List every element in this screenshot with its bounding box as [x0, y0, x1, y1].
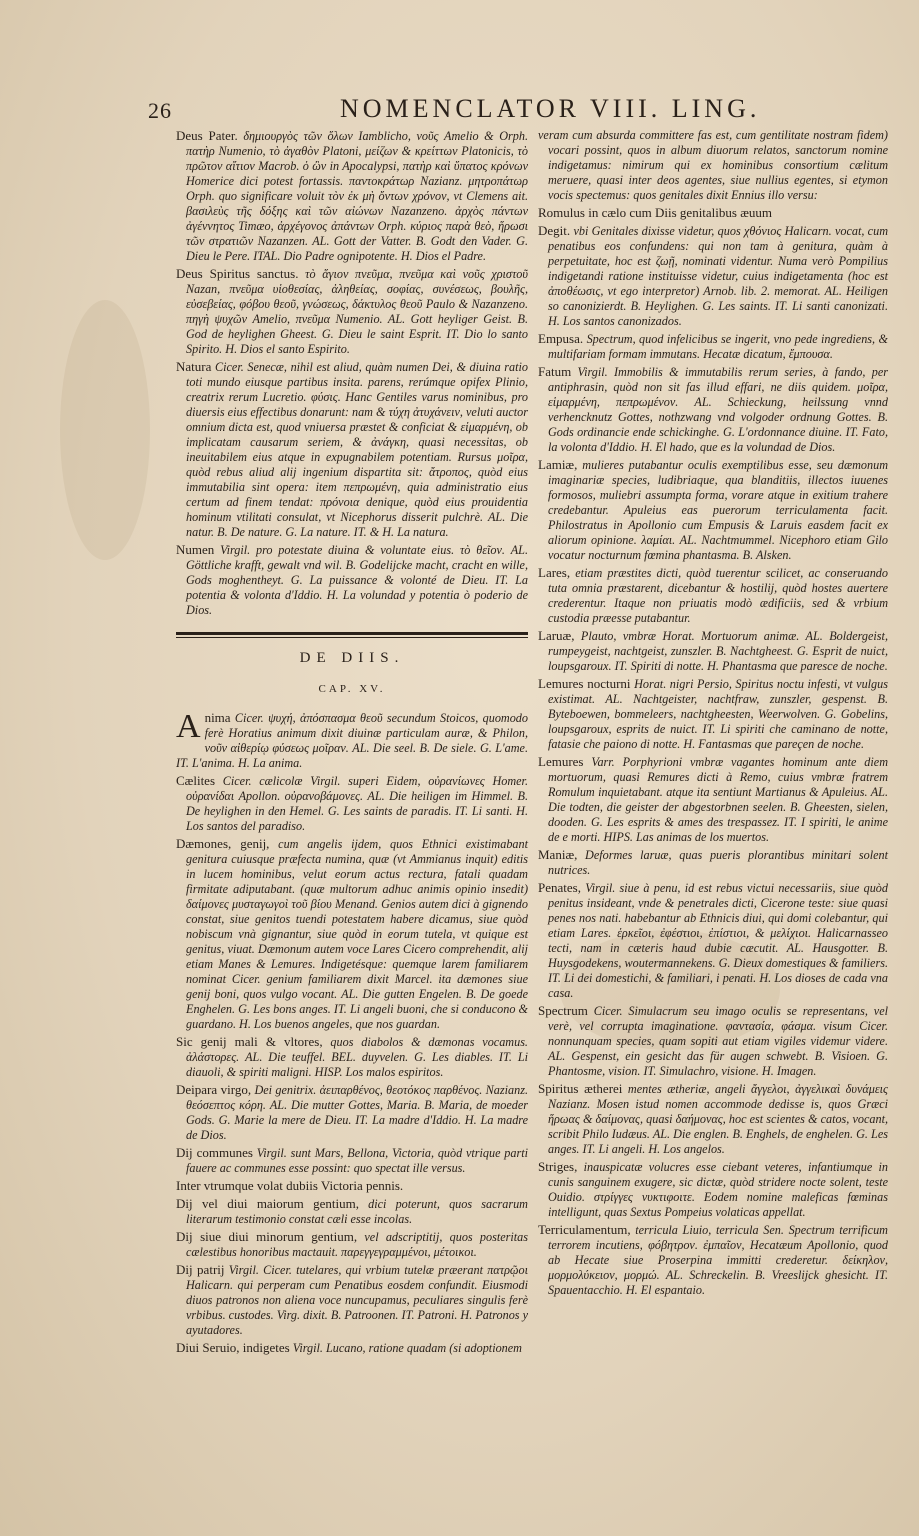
left-column-top	[176, 128, 528, 620]
entry-headword: Natura	[176, 359, 212, 374]
dictionary-entry	[176, 836, 528, 1032]
entry-headword: Spiritus ætherei	[538, 1081, 623, 1096]
dictionary-entry	[176, 128, 528, 264]
entry-text: Virgil. Lucano, ratione quadam (si adoptionem	[289, 1341, 522, 1355]
entry-text: Spectrum, quod infelicibus se ingerit, vno pede ingrediens, & multifariam formam immutans. Hecatæ dicatum, ἔμπουσα.	[548, 332, 888, 361]
entry-text: cum angelis ijdem, quos Ethnici existimabant genitura cuiusque præfecta numina, quæ (vt Ammianus inquit) editis in lucem hominibus, velut eorum actus rectura, fatali quadam firmitate adiputabant. (quæ multorum adhuc animis opinio insedit) δαίμονες μυσταγωγοὶ τοῦ βίου Menand. Genios autem dici à gignendo constat, siue genitos tuendi potestatem habere dicamus, siue quòd nobiscum vnà gignantur, siue quòd in eorum tutela, vt quique est genitus, viuat. Dæmonum autem voce Lares Cicero comprehendit, alij etiam Manes & Lemures. Indigetésque: quemque larem familiarem nominat Cicer. genium familiarem dixit Marcel. ita dæmones siue genij boni, quos vulgo vocant. AL. Die gutten Engelen. B. De goede Enghelen. G. Les bons anges. IT. Li angeli buoni, che si conducono & guardano. H. Los buenos angeles, que nos guardan.	[186, 837, 528, 1031]
dictionary-entry	[176, 542, 528, 618]
dictionary-entry	[176, 1178, 528, 1194]
entry-text: inauspicatæ volucres esse ciebant veteres, infantiumque in cunis sanguinem exugere, sic dictæ, quòd stridere nocte solent, teste Ouidio. στρίγγες νυκτιφοιτε. Eodem nomine maleficas fœminas intelligunt, quas Sextus Pompeius volaticas appellat.	[548, 1160, 888, 1219]
entry-text: veram cum absurda committere fas est, cum gentilitate nostram fidem) vocari possint, quos in album diuorum relatos, sanctorum nomine indigetamus: nimirum qui ex hominibus consortium cælitum meruere, quasi inter deos agentes, siue nullius egentes, si etymon vocis spectemus: quos genitales dixit Ennius illo versu:	[538, 128, 888, 202]
dictionary-entry	[538, 331, 888, 362]
entry-headword: Dæmones, genij,	[176, 836, 270, 851]
dictionary-entry	[176, 1229, 528, 1260]
entry-text: Varr. Porphyrioni vmbræ vagantes hominum ante diem mortuorum, quasi Remures dicti à Remo, cuius vmbræ fratrem Romulum inquietabant. atque ita sentiunt Martianus & Apuleius. AL. Die todten, die geister der abgestorbnen seelen. B. Gheesten, sielen, dooden. G. Les esprits & ames des trespassez. IT. I spiriti, le anime de e morti. HIPS. Las animas de los muertos.	[548, 755, 888, 844]
dictionary-entry	[176, 1145, 528, 1176]
dictionary-entry	[538, 223, 888, 329]
dictionary-entry	[176, 1196, 528, 1227]
chapter-heading: CAP. XV.	[318, 683, 386, 695]
dictionary-entry	[538, 754, 888, 845]
dictionary-entry	[176, 1082, 528, 1143]
entry-text: vbi Genitales dixisse videtur, quos χθόνιος Halicarn. vocat, cum penatibus eos confundens: qui non tam à genitura, quàm à perpetuitate, hoc est ζωῇ, nominati videntur. Numa verò Pompilius indigetandi ratione instituisse videtur, cuius indigetamenta (hoc est ἀποθέωσις, vt ego interpretor) Arnob. lib. 2. memorat. AL. Heiligen so canonizierdt. B. Heylighen. G. Les saints. IT. Li santi canonizati. H. Los santos canonizados.	[548, 224, 888, 328]
entry-text: Virgil. sunt Mars, Bellona, Victoria, quòd vtrique parti fauere ac communes esse possint: quo spectat ille versus.	[186, 1146, 528, 1175]
page-number: 26	[148, 98, 172, 123]
entry-headword: Deus Pater.	[176, 128, 238, 143]
left-column-bottom	[176, 710, 528, 1358]
entry-text: quos diabolos & dæmonas vocamus. ἀλάστορες. AL. Die teuffel. BEL. duyvelen. G. Les diables. IT. Li diauoli, & spiriti maligni. HISP. Los malos espiritos.	[186, 1035, 528, 1079]
dictionary-entry	[538, 1003, 888, 1079]
entry-text: dici poterunt, quos sacrarum literarum testimonio constat cæli esse incolas.	[186, 1197, 528, 1226]
entry-headword: Inter vtrumque volat dubiis Victoria pennis.	[176, 1178, 404, 1193]
entry-text: mulieres putabantur oculis exemptilibus esse, seu dæmonum imaginariæ species, ludibriaque, qua blanditiis, illectos iuuenes formosos, muliebri assumpta forma, vorare atque in exitium trahere credebantur. Apuleius eas puerorum terriculamenta facit. Philostratus in Apollonio cum Empusis & Laruis easdem facit ex aliorum opinione. λαμίαι. AL. Nachtmummel. Nicephoro etiam Gilo vocatur nocturnum fœmina phantasma. B. Alsken.	[548, 458, 888, 562]
entry-headword: Empusa.	[538, 331, 584, 346]
entry-text: Cicer. Senecæ, nihil est aliud, quàm numen Dei, & diuina ratio toti mundo eiusque partibus insita. parens, rerúmque opifex Plinio, creatrix rerum Lucretio. φύσις. Hanc Gentiles varus nominibus, pro diuersis eius effectibus donarunt: nam & τύχη ἀτυχάνειν, veluti auctor omnium dicta est, quod vniuersa præstet & conficiat & εἱμαρμένη, ob implicatam causarum seriem, & ἀνάγκη, quasi necessitas, ob ineuitabilem eius atque in expugnabilem potentiam. Rursus μοῖρα, quòd rebus aliud alij ingenium dispartita sit: ἄτροπος, quòd eius immutabilia sint opera: item πεπρωμένη, quia administratio eius certum ad finem tendat: πρόνοια denique, quòd eius prouidentia hominum vtilitati consulat, vt Nicephorus disserit pulchrè. AL. Die natur. B. De nature. G. La nature. IT. & H. La natura.	[186, 360, 528, 539]
drop-cap: A	[176, 708, 201, 745]
entry-text: Virgil. siue à penu, id est rebus victui necessariis, siue quòd penitus insideant, vnde & penetrales dicti, Cicerone teste: siue quasi penes nos nati. habebantur ab Ethnicis diui, qui domi colebantur, qui etiam Lares. ἑρκεῖοι, ἐφέστιοι, ἐπίστιοι, & μελίχιοι. Halicarnasseo tecti, nam in cæteris haud dubie cæcutit. AL. Hausgotter. B. Huysgodekens, woutermannekens. G. Dieux domestiques & familiers. IT. Li dei domestichi, & familiari, i penati. H. Los dioses de cada vna casa.	[548, 881, 888, 1000]
section-title: DE DIIS.	[299, 650, 405, 666]
dictionary-entry	[176, 773, 528, 834]
entry-headword: Laruæ,	[538, 628, 575, 643]
dictionary-entry	[538, 880, 888, 1001]
entry-text: Deformes laruæ, quas pueris plorantibus minitari solent nutrices.	[548, 848, 888, 877]
dictionary-entry	[538, 457, 888, 563]
dictionary-entry	[176, 266, 528, 357]
entry-headword: Diui Seruio, indigetes	[176, 1340, 290, 1355]
entry-headword: Romulus in cælo cum Diis genitalibus æuum	[538, 205, 772, 220]
entry-headword: Penates,	[538, 880, 581, 895]
entry-headword: Lares,	[538, 565, 571, 580]
dictionary-entry	[538, 676, 888, 752]
dictionary-entry	[538, 565, 888, 626]
entry-text: δημιουργὸς τῶν ὅλων Iamblicho, νοῦς Amelio & Orph. πατὴρ Numenio, τὸ ἀγαθὸν Platoni, μείζων & κρείττων Platonicis, τὸ πρῶτον αἴτιον Macrob. ὁ ὢν in Apocalypsi, πατὴρ καὶ ὕπατος κρόνων Homerice dici potest fortassis. παντοκράτωρ Nazianz. μητροπάτωρ Orph. quo significare voluit τὸν ἐκ μὴ ὄντων χρόνον, vt Clemens ait. βασιλεὺς τῆς δόξης καὶ τῶν αἰώνων Nazanzeno. ἀρχὸς πάντων ἀγέννητος Timæo, ἀρχέγονος ἀπάντων Orph. κύριος παρὰ θεὸ, ἥρωσι τῶν στρατιῶν Nazanzen. AL. Gott der Vatter. B. Godt den Vader. G. Dieu le Pere. ITAL. Dio Padre ognipotente. H. Dios el Padre.	[186, 129, 528, 263]
dictionary-entry	[176, 710, 528, 771]
entry-text: Virgil. Immobilis & immutabilis rerum series, à fando, per antiphrasin, quòd non sit fas illud effari, ne diis quidem. μοῖρα, εἱμαρμένη, πεπρωμένον. AL. Schieckung, heilssung vnnd verhencknutz Gottes, nothzwang vnd volgoder ordnung Gottes. B. Gods ordinancie ende schickinghe. G. L'ordonnance diuine. IT. Fato, la volonta d'Iddio. H. El hado, que es la volundad de Dios.	[548, 365, 888, 454]
entry-headword: Dij communes	[176, 1145, 253, 1160]
entry-headword: Spectrum	[538, 1003, 588, 1018]
entry-headword: Maniæ,	[538, 847, 578, 862]
entry-headword: Terriculamentum,	[538, 1222, 631, 1237]
dictionary-entry	[538, 1159, 888, 1220]
dictionary-entry	[538, 1081, 888, 1157]
entry-text: vel adscriptitij, quos posteritas cælestibus honoribus mactauit. παρεγγεγραμμένοι, μέτοικοι.	[186, 1230, 528, 1259]
dictionary-entry	[538, 364, 888, 455]
entry-headword: Dij siue diui minorum gentium,	[176, 1229, 358, 1244]
entry-text: Horat. nigri Persio, Spiritus noctu infesti, vt vulgus existimat. AL. Nachtgeister, nachtfraw, zunszler, gespenst. B. Byteboewen, bommeleers, nachtgheesten, Weerwolven. G. Gobelins, loupsgaroux, esprits de nuict. IT. Li spiriti che caminano de notte, fatasie che paiono di notte. H. Fantasmas que pareçen de noche.	[548, 677, 888, 751]
entry-text: Virgil. pro potestate diuina & voluntate eius. τὸ θεῖον. AL. Göttliche krafft, gewalt vnd wil. B. Godelijcke macht, cracht en wille, Gods moghentheyt. G. La puissance & volonté de Dieu. IT. La potentia & volonta d'Iddio. H. La volundad y potentia ò poderio de Dios.	[186, 543, 528, 617]
entry-text: mentes ætheriæ, angeli ἄγγελοι, ἀγγελικαὶ δυνάμεις Nazianz. Mosen istud nomen accommode dedisse is, quos Græci ἥρωας & δαίμονας, quasi δαήμονας, hoc est scientes & catos, vocant, scribit Philo Iudæus. AL. Die englen. B. Enghels, de enghelen. G. Les anges. IT. Li angeli. H. Los angelos.	[548, 1082, 888, 1156]
entry-headword: Degit.	[538, 223, 571, 238]
entry-headword: Dij patrij	[176, 1262, 225, 1277]
dictionary-entry	[176, 1262, 528, 1338]
dictionary-entry	[176, 1034, 528, 1080]
entry-headword: Numen	[176, 542, 215, 557]
entry-text: etiam præstites dicti, quòd tuerentur scilicet, ac conseruando tuta omnia præstarent, dicebantur & hostilij, quòd hostes auertere crederentur. Itaque non priuatis modò ædificiis, sed & vrbium custodia præesse putabantur.	[548, 566, 888, 625]
entry-text: Cicer. cælicolæ Virgil. superi Eidem, οὐρανίωνες Homer. οὐρανίδαι Apollon. οὐρανοβάμονες. AL. Die heiligen im Himmel. B. De heylighen in den Hemel. G. Les saints de paradis. IT. Li santi. H. Los santos del paradiso.	[186, 774, 528, 833]
dictionary-entry	[538, 847, 888, 878]
dictionary-entry	[176, 359, 528, 540]
entry-text: Cicer. Simulacrum seu imago oculis se representans, vel verè, vel corrupta imaginatione. φαντασία, φάσμα. visum Cicer. nonnunquam species, quam sopiti aut etiam vigiles videmur videre. AL. Gespenst, ein gesicht das für augen schwebt. B. Visioen. G. Phantosme, vision. IT. Simulachro, visione. H. Imagen.	[548, 1004, 888, 1078]
entry-headword: Fatum	[538, 364, 572, 379]
entry-headword: Striges,	[538, 1159, 578, 1174]
running-title: NOMENCLATOR VIII. LING.	[340, 94, 761, 123]
entry-headword: Sic genij mali & vltores,	[176, 1034, 323, 1049]
entry-text: terricula Liuio, terricula Sen. Spectrum terrificum terrorem incutiens, φόβητρον. ἐμπαῖον, Hecatæum Apollonio, quod ab Hecate siue Proserpina immitti crederetur. δείκηλον, μορμολύκειον, μορμώ. AL. Schreckelin. B. Vreeslijck ghesicht. IT. Spauentacchio. H. El espantaio.	[548, 1223, 888, 1297]
paper-stain	[60, 300, 150, 560]
entry-headword: Deipara virgo,	[176, 1082, 252, 1097]
right-column	[538, 128, 888, 1300]
entry-text: τὸ ἅγιον πνεῦμα, πνεῦμα καὶ νοῦς χριστοῦ Nazan, πνεῦμα υἱοθεσίας, ἀληθείας, σοφίας, συνέσεως, βουλῆς, εὐσεβείας, φόβου θεοῦ, γνώσεως, δάκτυλος θεοῦ Paulo & Nazanzeno. πηγὴ ψυχῶν Amelio, πνεῦμα Numenio. AL. Gott heyliger Geist. B. God de heylighen Gheest. G. Dieu le saint Esprit. IT. Dio lo santo Spirito. H. Dios el santo Espirito.	[186, 267, 528, 356]
dictionary-entry	[538, 1222, 888, 1298]
entry-headword: Lemures nocturni	[538, 676, 631, 691]
entry-headword: nima	[204, 710, 231, 725]
entry-text: Virgil. Cicer. tutelares, qui vrbium tutelæ præerant πατρῷοι Halicarn. qui perperam cum Penatibus eosdem confundit. Eiusmodi diuos patronos non aliena voce nuncupamus, peculiares singulis ferè vrbibus. custodes. Virg. dixit. B. Patroonen. IT. Patroni. H. Patronos y ayutadores.	[186, 1263, 529, 1337]
entry-text: Plauto, vmbræ Horat. Mortuorum animæ. AL. Boldergeist, rumpeygeist, nachtgeist, zunszler. B. Nachtgheest. G. Esprit de nuict, loupsgaroux. IT. Spiriti di notte. H. Phantasma que paresce de noche.	[548, 629, 888, 673]
entry-headword: Dij vel diui maiorum gentium,	[176, 1196, 359, 1211]
entry-headword: Deus Spiritus sanctus.	[176, 266, 299, 281]
dictionary-entry	[538, 628, 888, 674]
entry-headword: Lemures	[538, 754, 584, 769]
entry-headword: Cælites	[176, 773, 216, 788]
dictionary-entry	[176, 1340, 528, 1356]
entry-text: Dei genitrix. ἀειπαρθένος, θεοτόκος παρθένος. Nazianz. θεόσεπτος κόρη. AL. Die mutter Gottes, Maria. B. Maria, de moeder Gods. G. Marie la mere de Dieu. IT. La madre d'Iddio. H. La madre de Dios.	[186, 1083, 528, 1142]
dictionary-entry	[538, 205, 888, 221]
dictionary-entry	[538, 128, 888, 203]
section-divider-rule	[176, 632, 528, 635]
entry-text: Cicer. ψυχή, ἀπόσπασμα θεοῦ secundum Stoicos, quomodo ferè Horatius animum dixit diuinæ particulam auræ, & Philon, νοῦν αἰθερίῳ φύσεως μοῖραν. AL. Die seel. B. De siele. G. L'ame. IT. L'anima. H. La anima.	[176, 711, 528, 770]
entry-headword: Lamiæ,	[538, 457, 578, 472]
